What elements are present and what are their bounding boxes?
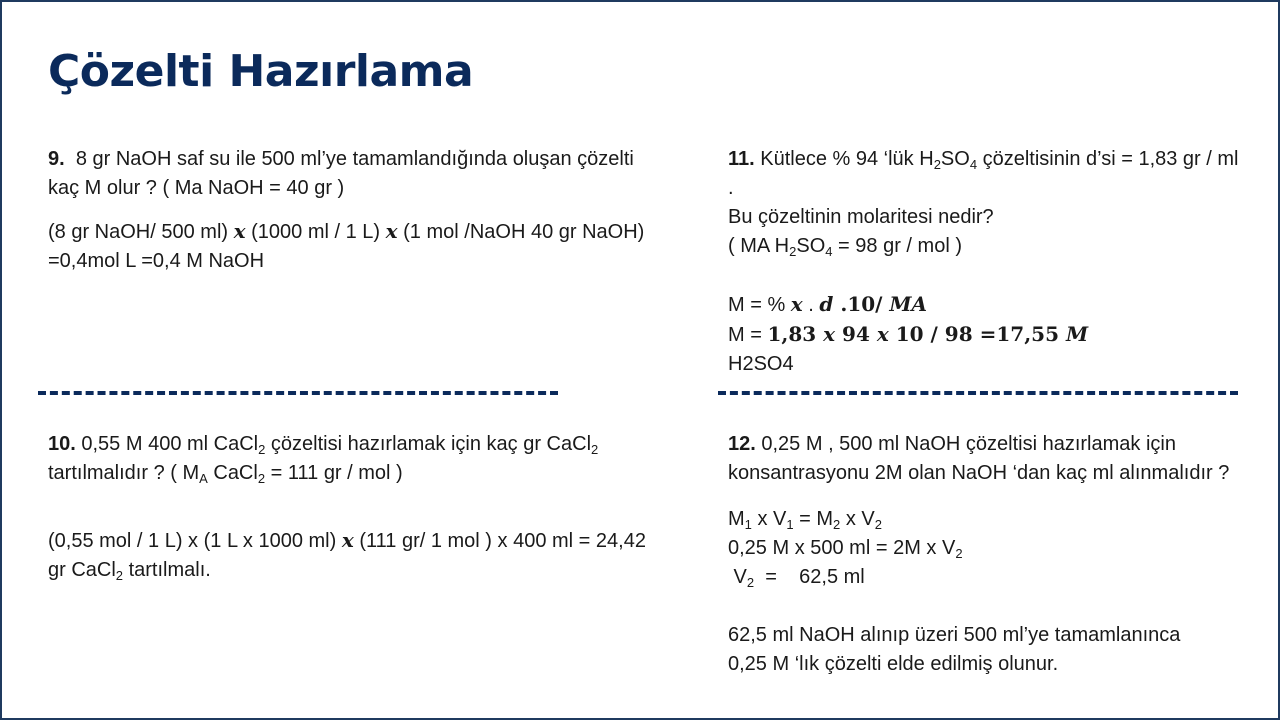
question-11-line-3 bbox=[728, 232, 1248, 261]
text: 0,25 M , 500 ml NaOH çözeltisi hazırlamak için konsantrasyonu 2M olan NaOH ‘dan kaç ml alınmalıdır ? bbox=[728, 433, 1230, 484]
text: = 98 gr / mol ) bbox=[832, 235, 962, 257]
times-symbol: x bbox=[233, 219, 246, 243]
subscript: 1 bbox=[744, 517, 752, 532]
question-9-number: 9. bbox=[48, 148, 65, 170]
text: çözeltisinin d’si = 1,83 gr / ml . bbox=[728, 148, 1239, 199]
question-12-line-4: 62,5 ml NaOH alınıp üzeri 500 ml’ye tamamlanınca bbox=[728, 624, 1181, 646]
math-d: d bbox=[819, 292, 834, 316]
text: SO bbox=[796, 235, 826, 257]
text: tartılmalıdır ? ( M bbox=[48, 462, 200, 484]
formula-11-line-3: H2SO4 bbox=[728, 353, 794, 375]
answer-9-part-a: (8 gr NaOH/ 500 ml) bbox=[48, 221, 229, 243]
math-x: x bbox=[876, 322, 889, 346]
separator-right bbox=[718, 391, 1238, 395]
subscript: 1 bbox=[786, 517, 794, 532]
subscript: 2 bbox=[258, 442, 266, 457]
times-symbol: x bbox=[341, 528, 354, 552]
text: . bbox=[802, 294, 820, 316]
subscript: 2 bbox=[955, 546, 963, 561]
text: tartılmalı. bbox=[123, 559, 211, 581]
text: 0,25 M x 500 ml = 2M x V bbox=[728, 537, 956, 559]
text: (111 gr/ 1 mol ) x 400 ml = 24,42 gr CaCl bbox=[48, 530, 646, 581]
subscript: 4 bbox=[825, 244, 833, 259]
question-10 bbox=[48, 430, 658, 585]
question-12-number: 12. bbox=[728, 433, 756, 455]
math-ma: MA bbox=[889, 292, 928, 316]
question-11-line-1 bbox=[728, 145, 1248, 203]
question-9 bbox=[48, 145, 658, 276]
subscript: A bbox=[199, 471, 208, 486]
answer-9-part-c: (1 mol /NaOH 40 gr NaOH) =0,4mol L =0,4 M NaOH bbox=[48, 221, 645, 272]
question-10-text bbox=[48, 430, 608, 488]
math-text: 94 bbox=[835, 322, 877, 346]
separator-left bbox=[38, 391, 558, 395]
question-10-number: 10. bbox=[48, 433, 76, 455]
question-12-line-2 bbox=[728, 534, 1248, 563]
text: M = % bbox=[728, 294, 791, 316]
question-12-text bbox=[728, 430, 1248, 488]
question-12-line-3 bbox=[728, 563, 1248, 592]
text: = M bbox=[793, 508, 834, 530]
question-9-answer bbox=[48, 217, 658, 276]
question-9-text bbox=[48, 145, 658, 203]
text: V bbox=[728, 566, 747, 588]
formula-11-line-1 bbox=[728, 290, 1248, 320]
times-symbol: x bbox=[385, 219, 398, 243]
math-text: .10/ bbox=[833, 292, 890, 316]
subscript: 2 bbox=[115, 568, 124, 583]
formula-11-line-2 bbox=[728, 320, 1248, 350]
text: = 62,5 ml bbox=[754, 566, 865, 588]
subscript: 2 bbox=[933, 157, 941, 172]
math-text: 10 / 98 =17,55 bbox=[888, 322, 1066, 346]
text: M = bbox=[728, 324, 768, 346]
subscript: 2 bbox=[874, 517, 882, 532]
question-9-body: 8 gr NaOH saf su ile 500 ml’ye tamamlandığında oluşan çözelti kaç M olur ? ( Ma NaOH = 40 gr ) bbox=[48, 148, 634, 199]
text: M bbox=[728, 508, 745, 530]
question-11-number: 11. bbox=[728, 148, 755, 170]
answer-9-part-b: (1000 ml / 1 L) bbox=[251, 221, 381, 243]
text: çözeltisi hazırlamak için kaç gr CaCl bbox=[265, 433, 592, 455]
text: CaCl bbox=[207, 462, 258, 484]
subscript: 2 bbox=[833, 517, 841, 532]
question-11 bbox=[728, 145, 1248, 379]
subscript: 2 bbox=[257, 471, 266, 486]
math-x: x bbox=[790, 292, 803, 316]
subscript: 2 bbox=[591, 442, 599, 457]
math-text: 1,83 bbox=[767, 322, 824, 346]
subscript: 2 bbox=[789, 244, 797, 259]
page-title: Çözelti Hazırlama bbox=[48, 46, 474, 97]
text: Kütlece % 94 ‘lük H bbox=[754, 148, 934, 170]
text: SO bbox=[940, 148, 970, 170]
text: x V bbox=[840, 508, 875, 530]
text: (0,55 mol / 1 L) x (1 L x 1000 ml) bbox=[48, 530, 342, 552]
question-12-line-1 bbox=[728, 505, 1248, 534]
subscript: 4 bbox=[969, 157, 978, 172]
question-11-line-2: Bu çözeltinin molaritesi nedir? bbox=[728, 206, 994, 228]
text: x V bbox=[751, 508, 787, 530]
question-12 bbox=[728, 430, 1248, 679]
math-m: M bbox=[1065, 322, 1089, 346]
question-12-line-5: 0,25 M ‘lık çözelti elde edilmiş olunur. bbox=[728, 653, 1059, 675]
subscript: 2 bbox=[746, 575, 755, 590]
question-10-answer bbox=[48, 526, 658, 585]
text: = 111 gr / mol ) bbox=[265, 462, 403, 484]
text: ( MA H bbox=[728, 235, 790, 257]
math-x: x bbox=[823, 322, 836, 346]
text: 0,55 M 400 ml CaCl bbox=[81, 433, 259, 455]
